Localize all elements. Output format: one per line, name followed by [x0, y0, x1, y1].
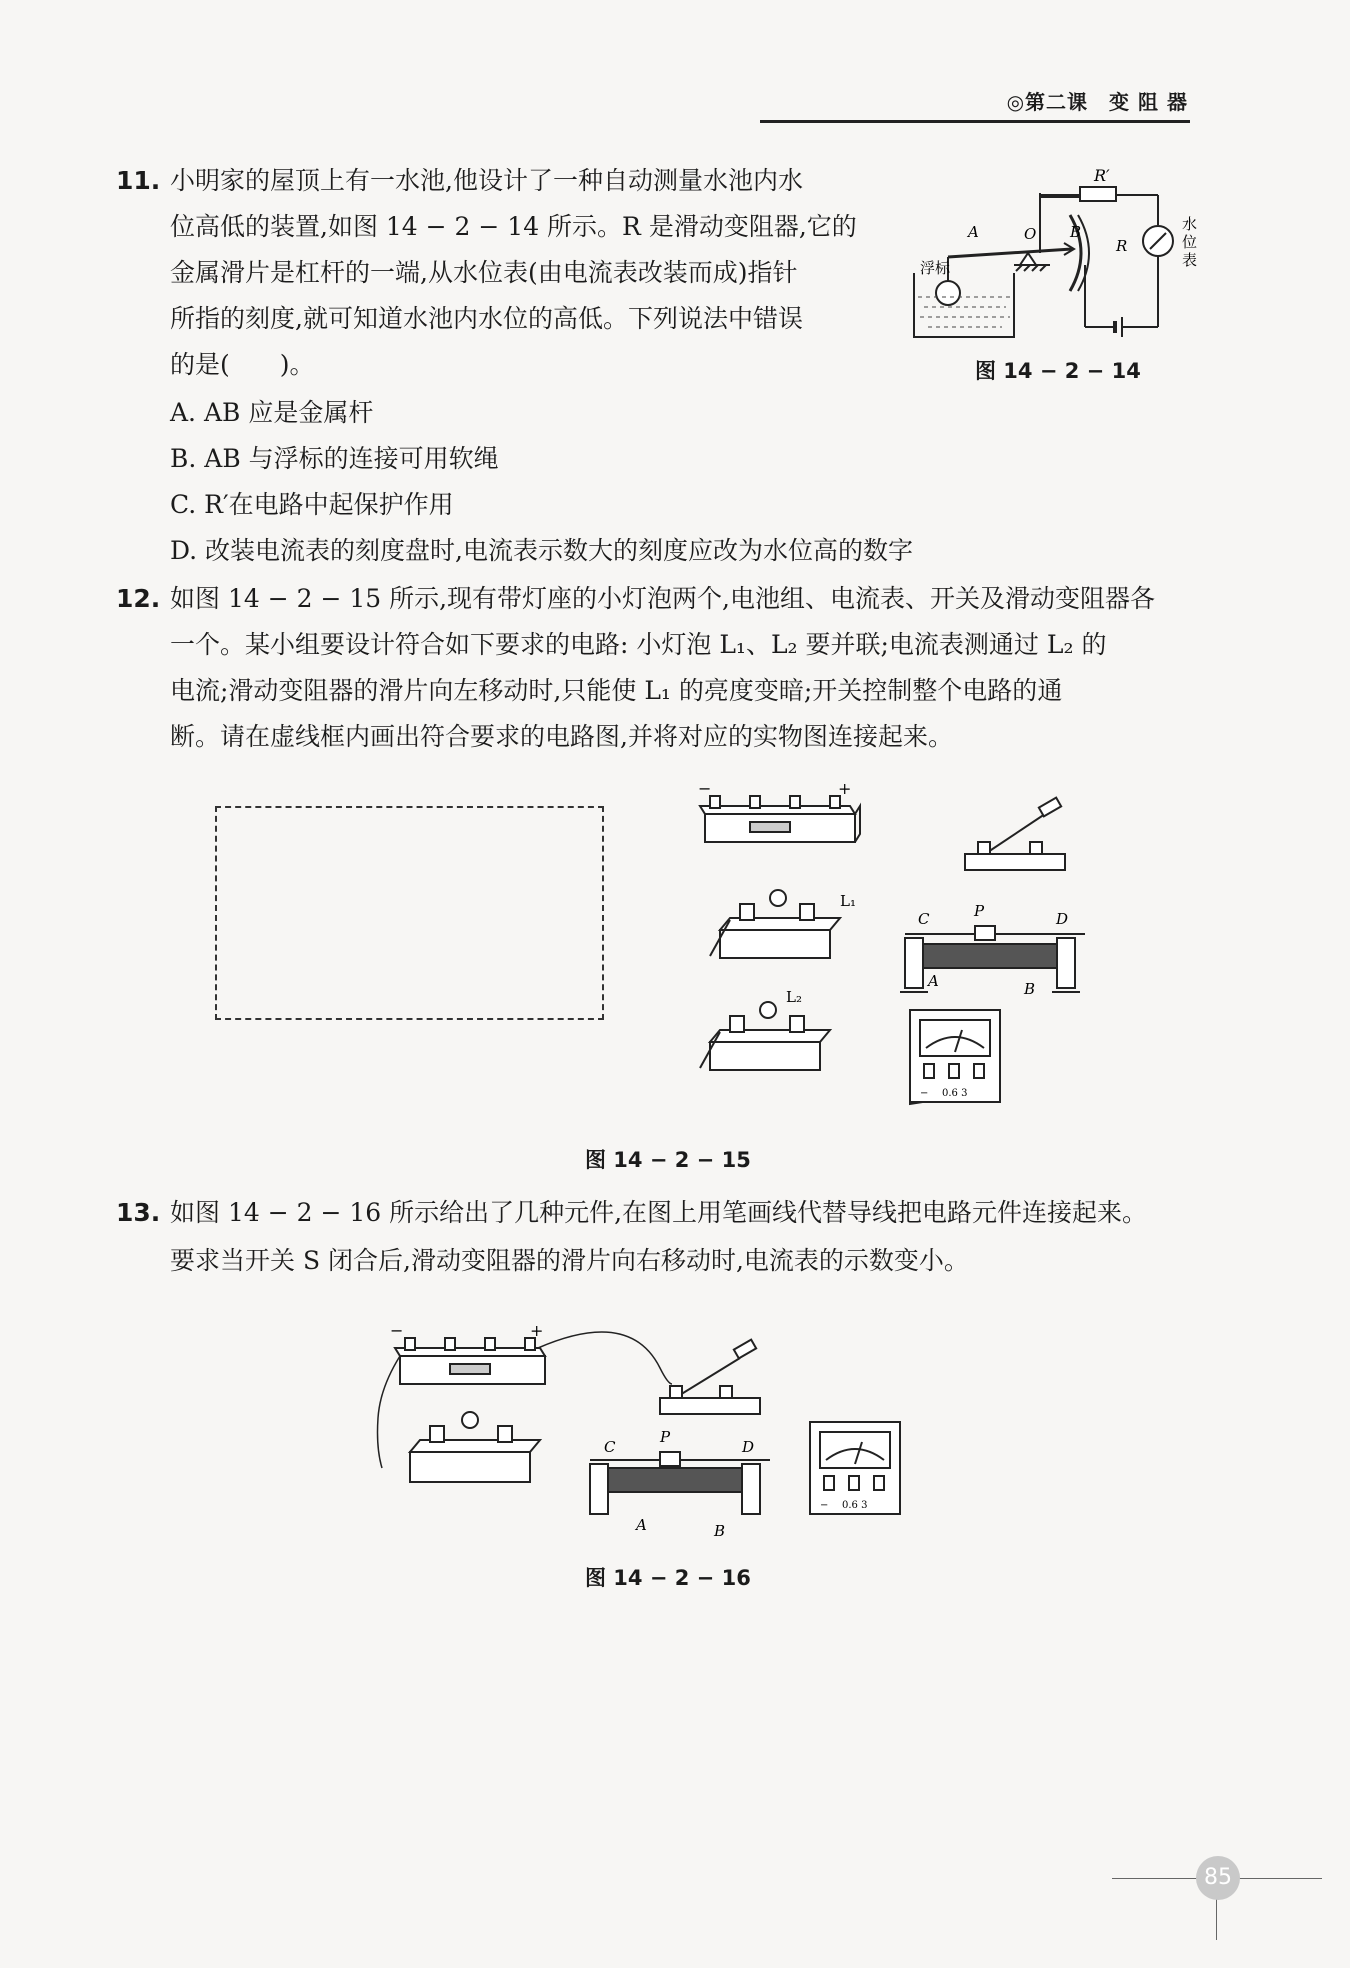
q11-line-3: 金属滑片是杠杆的一端,从水位表(由电流表改装而成)指针	[170, 258, 798, 287]
figure-14-2-14-caption: 图 14 − 2 − 14	[975, 359, 1141, 383]
label-r-prime: R′	[1094, 166, 1110, 185]
q11-option-b: B. AB 与浮标的连接可用软绳	[170, 444, 499, 473]
q11-option-a: A. AB 应是金属杆	[170, 398, 374, 427]
lamp-l2-component	[700, 1002, 830, 1070]
figure-14-2-15-caption: 图 14 − 2 − 15	[585, 1148, 751, 1172]
label-l1: L₁	[840, 892, 856, 910]
label-b: B	[1070, 223, 1082, 241]
figure-14-2-14	[910, 155, 1200, 355]
label-c3: C	[604, 1438, 616, 1456]
label-o: O	[1024, 225, 1037, 243]
q11-number: 11.	[116, 166, 161, 195]
battery2-plus: +	[530, 1321, 544, 1340]
header-rule	[760, 120, 1190, 123]
battery-component	[700, 796, 860, 842]
label-a3: A	[636, 1516, 647, 1534]
q12-line-2: 一个。某小组要设计符合如下要求的电路: 小灯泡 L₁、L₂ 要并联;电流表测通过 L₂ 的	[170, 630, 1107, 659]
label-d: D	[1056, 910, 1069, 928]
label-d3: D	[742, 1438, 755, 1456]
ammeter-scale: 0.6 3	[942, 1088, 968, 1099]
figure-14-2-16	[370, 1318, 920, 1548]
figure-14-2-15	[690, 780, 1110, 1110]
q11-line-2: 位高低的装置,如图 14 − 2 − 14 所示。R 是滑动变阻器,它的	[170, 212, 857, 241]
label-b3: B	[714, 1522, 726, 1540]
page-number: 85	[1196, 1856, 1240, 1900]
q12-line-1: 如图 14 − 2 − 15 所示,现有带灯座的小灯泡两个,电池组、电流表、开关及滑动变阻器各	[170, 584, 1156, 613]
q11-option-d: D. 改装电流表的刻度盘时,电流表示数大的刻度应改为水位高的数字	[170, 536, 913, 565]
q12-number: 12.	[116, 584, 161, 613]
battery2-minus: −	[390, 1321, 404, 1340]
switch-component	[965, 798, 1065, 870]
label-float: 浮标	[920, 259, 951, 277]
label-l2: L₂	[786, 988, 802, 1006]
battery-minus: −	[698, 779, 712, 798]
answer-box-dashed[interactable]	[215, 806, 604, 1020]
label-meter-2: 位	[1182, 233, 1198, 251]
q11-option-c: C. R′在电路中起保护作用	[170, 490, 454, 519]
q11-line-1: 小明家的屋顶上有一水池,他设计了一种自动测量水池内水	[170, 166, 803, 195]
chapter-header: ◎第二课 变 阻 器	[1006, 90, 1188, 114]
label-meter-3: 表	[1182, 251, 1198, 269]
ammeter2-minus: −	[820, 1500, 829, 1511]
ammeter-minus: −	[920, 1088, 929, 1099]
label-c: C	[918, 910, 930, 928]
q13-line-2: 要求当开关 S 闭合后,滑动变阻器的滑片向右移动时,电流表的示数变小。	[170, 1246, 969, 1275]
q12-line-3: 电流;滑动变阻器的滑片向左移动时,只能使 L₁ 的亮度变暗;开关控制整个电路的通	[170, 676, 1063, 705]
label-p: P	[974, 902, 985, 920]
figure-14-2-16-caption: 图 14 − 2 − 16	[585, 1566, 751, 1590]
lamp-l1-component	[710, 890, 840, 958]
q11-line-5: 的是( )。	[170, 350, 315, 379]
ammeter2-scale: 0.6 3	[842, 1500, 868, 1511]
q11-line-4: 所指的刻度,就可知道水池内水位的高低。下列说法中错误	[170, 304, 803, 333]
label-b2: B	[1024, 980, 1036, 998]
label-meter-1: 水	[1182, 215, 1198, 233]
q13-line-1: 如图 14 − 2 − 16 所示给出了几种元件,在图上用笔画线代替导线把电路元件连接起来。	[170, 1198, 1148, 1227]
battery-plus: +	[838, 779, 852, 798]
label-r: R	[1116, 237, 1128, 255]
label-a: A	[968, 223, 979, 241]
label-p3: P	[660, 1428, 671, 1446]
label-a2: A	[928, 972, 939, 990]
q13-number: 13.	[116, 1198, 161, 1227]
q12-line-4: 断。请在虚线框内画出符合要求的电路图,并将对应的实物图连接起来。	[170, 722, 953, 751]
